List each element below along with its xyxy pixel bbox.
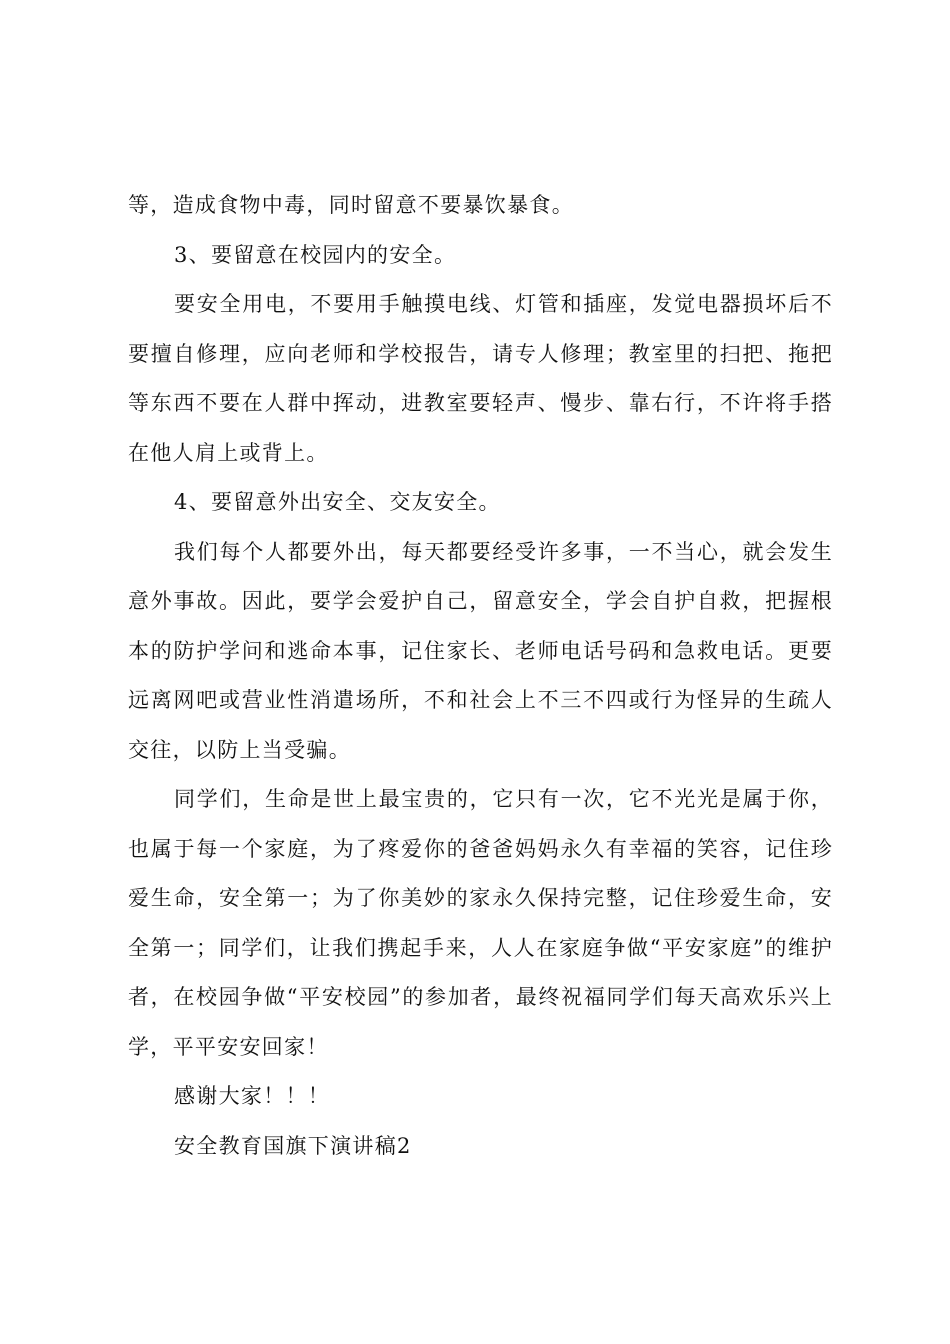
paragraph-thanks: 感谢大家！！！ [174,1084,331,1108]
paragraph-outing-safety: 我们每个人都要外出，每天都要经受许多事，一不当心，就会发生意外事故。因此，要学会爱护自己，留意安全，学会自护自救，把握根本的防护学问和逃命本事，记住家长、老师电话号码和急救电话。更要远离网吧或营业性消遣场所，不和社会上不三不四或行为怪异的生疏人交往，以防上当受骗。 [128,539,833,762]
paragraph-closing-appeal: 同学们，生命是世上最宝贵的，它只有一次，它不光光是属于你，也属于每一个家庭，为了疼爱你的爸爸妈妈永久有幸福的笑容，记住珍爱生命，安全第一；为了你美妙的家永久保持完整，记住珍爱生命，安全第一；同学们，让我们携起手来，人人在家庭争做“平安家庭”的维护者，在校园争做“平安校园”的参加者，最终祝福同学们每天高欢乐兴上学，平平安安回家！ [128,787,833,1059]
section-heading-4: 4、要留意外出安全、交友安全。 [174,490,501,514]
paragraph-campus-safety: 要安全用电，不要用手触摸电线、灯管和插座，发觉电器损坏后不要擅自修理，应向老师和学校报告，请专人修理；教室里的扫把、拖把等东西不要在人群中挥动，进教室要轻声、慢步、靠右行，不许将手搭在他人肩上或背上。 [128,292,833,465]
paragraph-continuation: 等，造成食物中毒，同时留意不要暴饮暴食。 [128,193,574,217]
next-speech-title: 安全教育国旗下演讲稿2 [174,1133,412,1158]
document-body [128,181,833,1171]
section-heading-3: 3、要留意在校园内的安全。 [174,242,457,267]
